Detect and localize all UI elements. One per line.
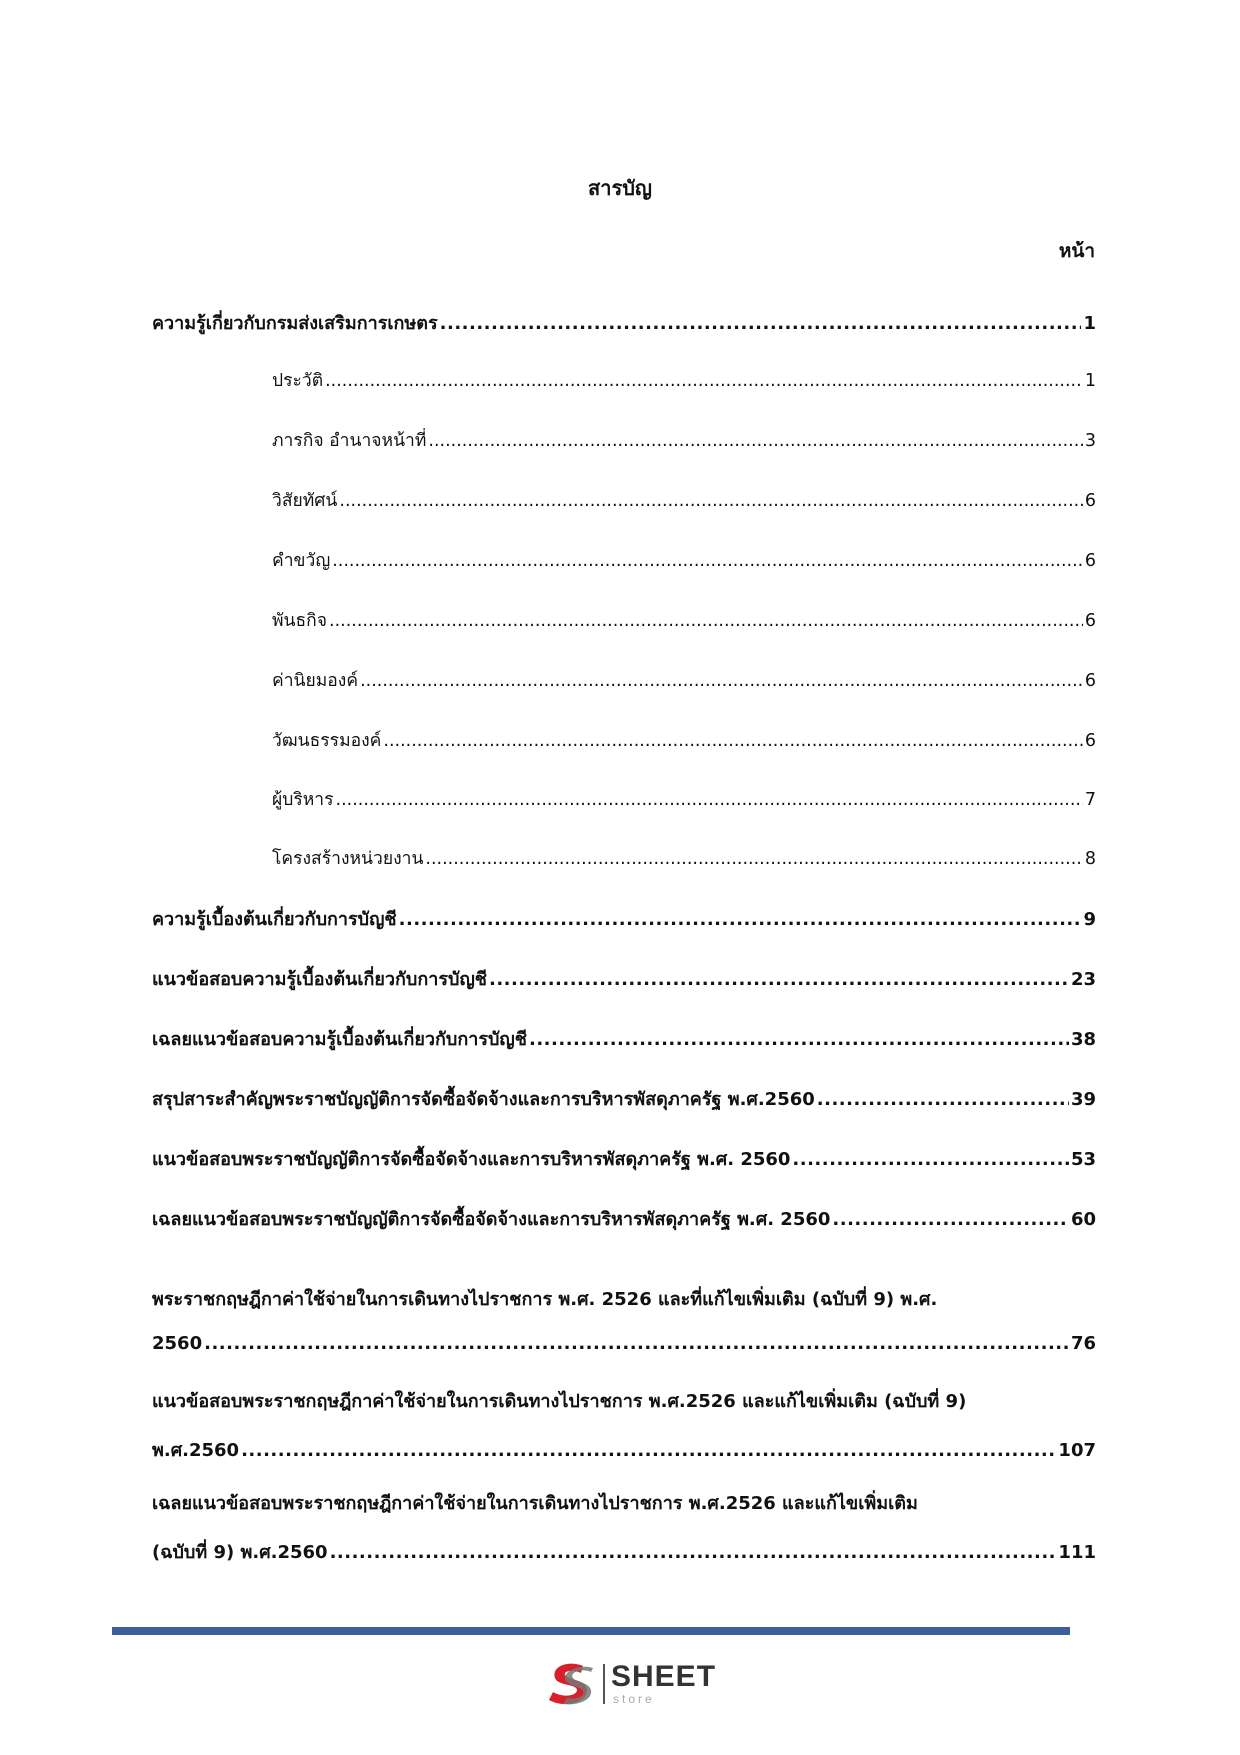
toc-entry[interactable] [152,964,1096,993]
toc-entry-title-line: พระราชกฤษฎีกาค่าใช้จ่ายในการเดินทางไปราชการ พ.ศ. 2526 และที่แก้ไขเพิ่มเติม (ฉบับที่ 9) พ.ศ. [152,1289,938,1310]
logo-wordmark: SHEET [611,1660,717,1693]
toc-dot-leader [336,790,1083,810]
toc-page-number: 53 [1070,1149,1096,1170]
sheet-store-logo-icon [543,1658,599,1710]
toc-page-number: 6 [1084,611,1096,631]
toc-page-number: 38 [1070,1029,1096,1050]
toc-dot-leader [792,1149,1069,1170]
toc-dot-leader [339,491,1082,511]
toc-dot-leader [529,1029,1069,1050]
toc-entry[interactable] [152,1144,1096,1173]
page-title: สารบัญ [588,176,652,200]
toc-dot-leader [332,551,1083,571]
toc-entry-title: ค่านิยมองค์ [272,671,359,691]
toc-dot-leader [399,909,1082,930]
toc-entry-title: เฉลยแนวข้อสอบพระราชบัญญัติการจัดซื้อจัดจ้างและการบริหารพัสดุภาครัฐ พ.ศ. 2560 [152,1209,831,1230]
toc-entry-title: แนวข้อสอบความรู้เบื้องต้นเกี่ยวกับการบัญชี [152,969,487,990]
toc-entry-title: สรุปสาระสำคัญพระราชบัญญัติการจัดซื้อจัดจ้างและการบริหารพัสดุภาครัฐ พ.ศ.2560 [152,1089,815,1110]
toc-entry[interactable] [152,726,1096,754]
toc-entry-title: ความรู้เกี่ยวกับกรมส่งเสริมการเกษตร [152,313,438,334]
toc-entry[interactable] [152,606,1096,634]
toc-page-number: 1 [1083,313,1096,334]
toc-entry-title: ประวัติ [272,371,324,391]
toc-dot-leader [428,431,1082,451]
toc-entry-title-line: เฉลยแนวข้อสอบพระราชกฤษฎีกาค่าใช้จ่ายในการเดินทางไปราชการ พ.ศ.2526 และแก้ไขเพิ่มเติม [152,1493,918,1514]
toc-entry[interactable] [152,1084,1096,1113]
toc-page-number: 6 [1084,731,1096,751]
toc-dot-leader [832,1209,1069,1230]
toc-dot-leader [241,1440,1056,1461]
toc-page-number: 3 [1084,431,1096,451]
toc-entry-title: ภารกิจ อำนาจหน้าที่ [272,431,427,451]
toc-entry-title: แนวข้อสอบพระราชบัญญัติการจัดซื้อจัดจ้างและการบริหารพัสดุภาครัฐ พ.ศ. 2560 [152,1149,791,1170]
toc-entry[interactable] [152,426,1096,454]
toc-entry[interactable] [152,1024,1096,1053]
toc-entry-title: ความรู้เบื้องต้นเกี่ยวกับการบัญชี [152,909,397,930]
toc-entry-title: วิสัยทัศน์ [272,491,338,511]
toc-page-number: 23 [1070,969,1096,990]
toc-page-number: 1 [1084,371,1096,391]
toc-page-number: 111 [1058,1542,1096,1563]
toc-dot-leader [330,1542,1057,1563]
toc-page-number: 6 [1084,491,1096,511]
toc-entry[interactable] [152,1284,1096,1354]
toc-page-number: 7 [1084,790,1096,810]
logo-separator [603,1664,605,1704]
toc-entry[interactable] [152,785,1096,813]
toc-entry-title: พ.ศ.2560 [152,1440,240,1461]
toc-entry-title: วัฒนธรรมองค์ [272,731,382,751]
toc-entry[interactable] [152,1204,1096,1233]
toc-page-number: 39 [1070,1089,1096,1110]
toc-entry-title: ผู้บริหาร [272,790,334,810]
toc-entry-title: คำขวัญ [272,551,331,571]
toc-dot-leader [383,731,1082,751]
toc-page-number: 6 [1084,671,1096,691]
sheet-store-logo [543,1658,723,1710]
toc-dot-leader [425,849,1082,869]
toc-entry[interactable] [152,904,1096,933]
toc-entry[interactable] [152,1386,1096,1464]
toc-entry-title: โครงสร้างหน่วยงาน [272,849,424,869]
toc-entry-title: (ฉบับที่ 9) พ.ศ.2560 [152,1542,328,1563]
toc-dot-leader [817,1089,1069,1110]
toc-dot-leader [360,671,1083,691]
toc-page-number: 107 [1058,1440,1096,1461]
toc-entry[interactable] [152,366,1096,394]
page-column-header: หน้า [1058,240,1095,262]
toc-dot-leader [489,969,1069,990]
toc-entry[interactable] [152,844,1096,872]
footer-rule [112,1627,1070,1635]
toc-entry[interactable] [152,486,1096,514]
toc-entry[interactable] [152,666,1096,694]
toc-page-number: 8 [1084,849,1096,869]
logo-subtitle: store [613,1692,655,1706]
toc-page-number: 76 [1070,1333,1096,1354]
toc-dot-leader [329,611,1083,631]
toc-entry-title: เฉลยแนวข้อสอบความรู้เบื้องต้นเกี่ยวกับการบัญชี [152,1029,527,1050]
toc-page-number: 9 [1083,909,1096,930]
toc-entry-title: 2560 [152,1333,203,1354]
toc-entry-title: พันธกิจ [272,611,328,631]
toc-entry[interactable] [152,546,1096,574]
toc-entry[interactable] [152,308,1096,337]
toc-entry-title-line: แนวข้อสอบพระราชกฤษฎีกาค่าใช้จ่ายในการเดินทางไปราชการ พ.ศ.2526 และแก้ไขเพิ่มเติม (ฉบับที่ 9) [152,1391,967,1412]
toc-entry[interactable] [152,1488,1096,1566]
toc-page-number: 6 [1084,551,1096,571]
toc-dot-leader [325,371,1083,391]
toc-dot-leader [204,1333,1069,1354]
toc-page-number: 60 [1070,1209,1096,1230]
toc-dot-leader [440,313,1082,334]
